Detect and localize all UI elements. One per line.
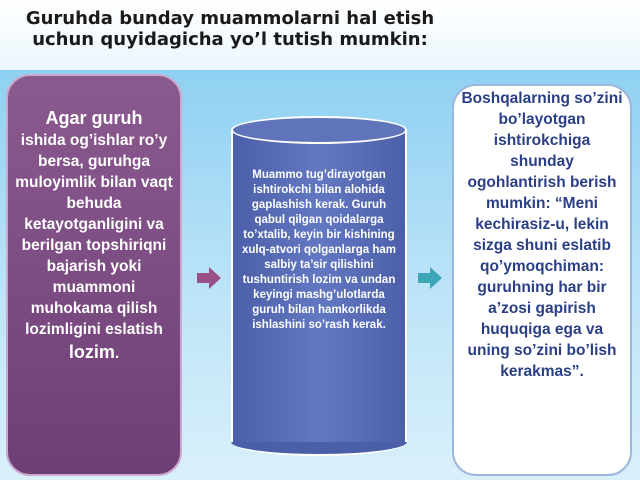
cylinder-edge-left (231, 130, 233, 442)
cylinder-top (231, 116, 407, 144)
left-card-lead: Agar guruh (45, 108, 143, 128)
left-card-emphasis: lozim (68, 342, 115, 362)
left-card (6, 74, 182, 476)
right-card-text: Boshqalarning so’zini bo’layotgan ishtirokchiga shunday ogohlantirish berish mumkin: “Meni kechirasiz-u, lekin sizga shuni eslatib qo’ymoqchiman: guruhning har bir a’zosi gapirish huquqiga ega va uning so’zini bo’lish kerakmas”. (461, 90, 623, 380)
left-card-end: . (114, 345, 120, 362)
center-cylinder (231, 116, 407, 456)
right-arrow-icon (197, 267, 221, 289)
right-card (452, 84, 632, 476)
right-arrow-icon (418, 267, 442, 289)
cylinder-text: Muammo tug’dirayotgan ishtirokchi bilan alohida gaplashish kerak. Guruh qabul qilgan qoidalarga to’xtalib, keyin bir kishining xulq-atvori qolganlarga ham salbiy ta’sir qilishini tushuntirish lozim va undan keyingi mashg’ulotlarda guruh bilan hamkorlikda ishlashini so’rash kerak. (242, 169, 396, 331)
cylinder-edge-right (405, 130, 407, 442)
left-card-text: ishida og’ishlar ro’y bersa, guruhga muloyimlik bilan vaqt behuda ketayotganligini va berilgan topshiriqni bajarish yoki muammoni muhokama qilish lozimligini eslatish (15, 132, 173, 338)
slide-title: Guruhda bunday muammolarni hal etish uchun quyidagicha yo’l tutish mumkin: (25, 8, 435, 50)
